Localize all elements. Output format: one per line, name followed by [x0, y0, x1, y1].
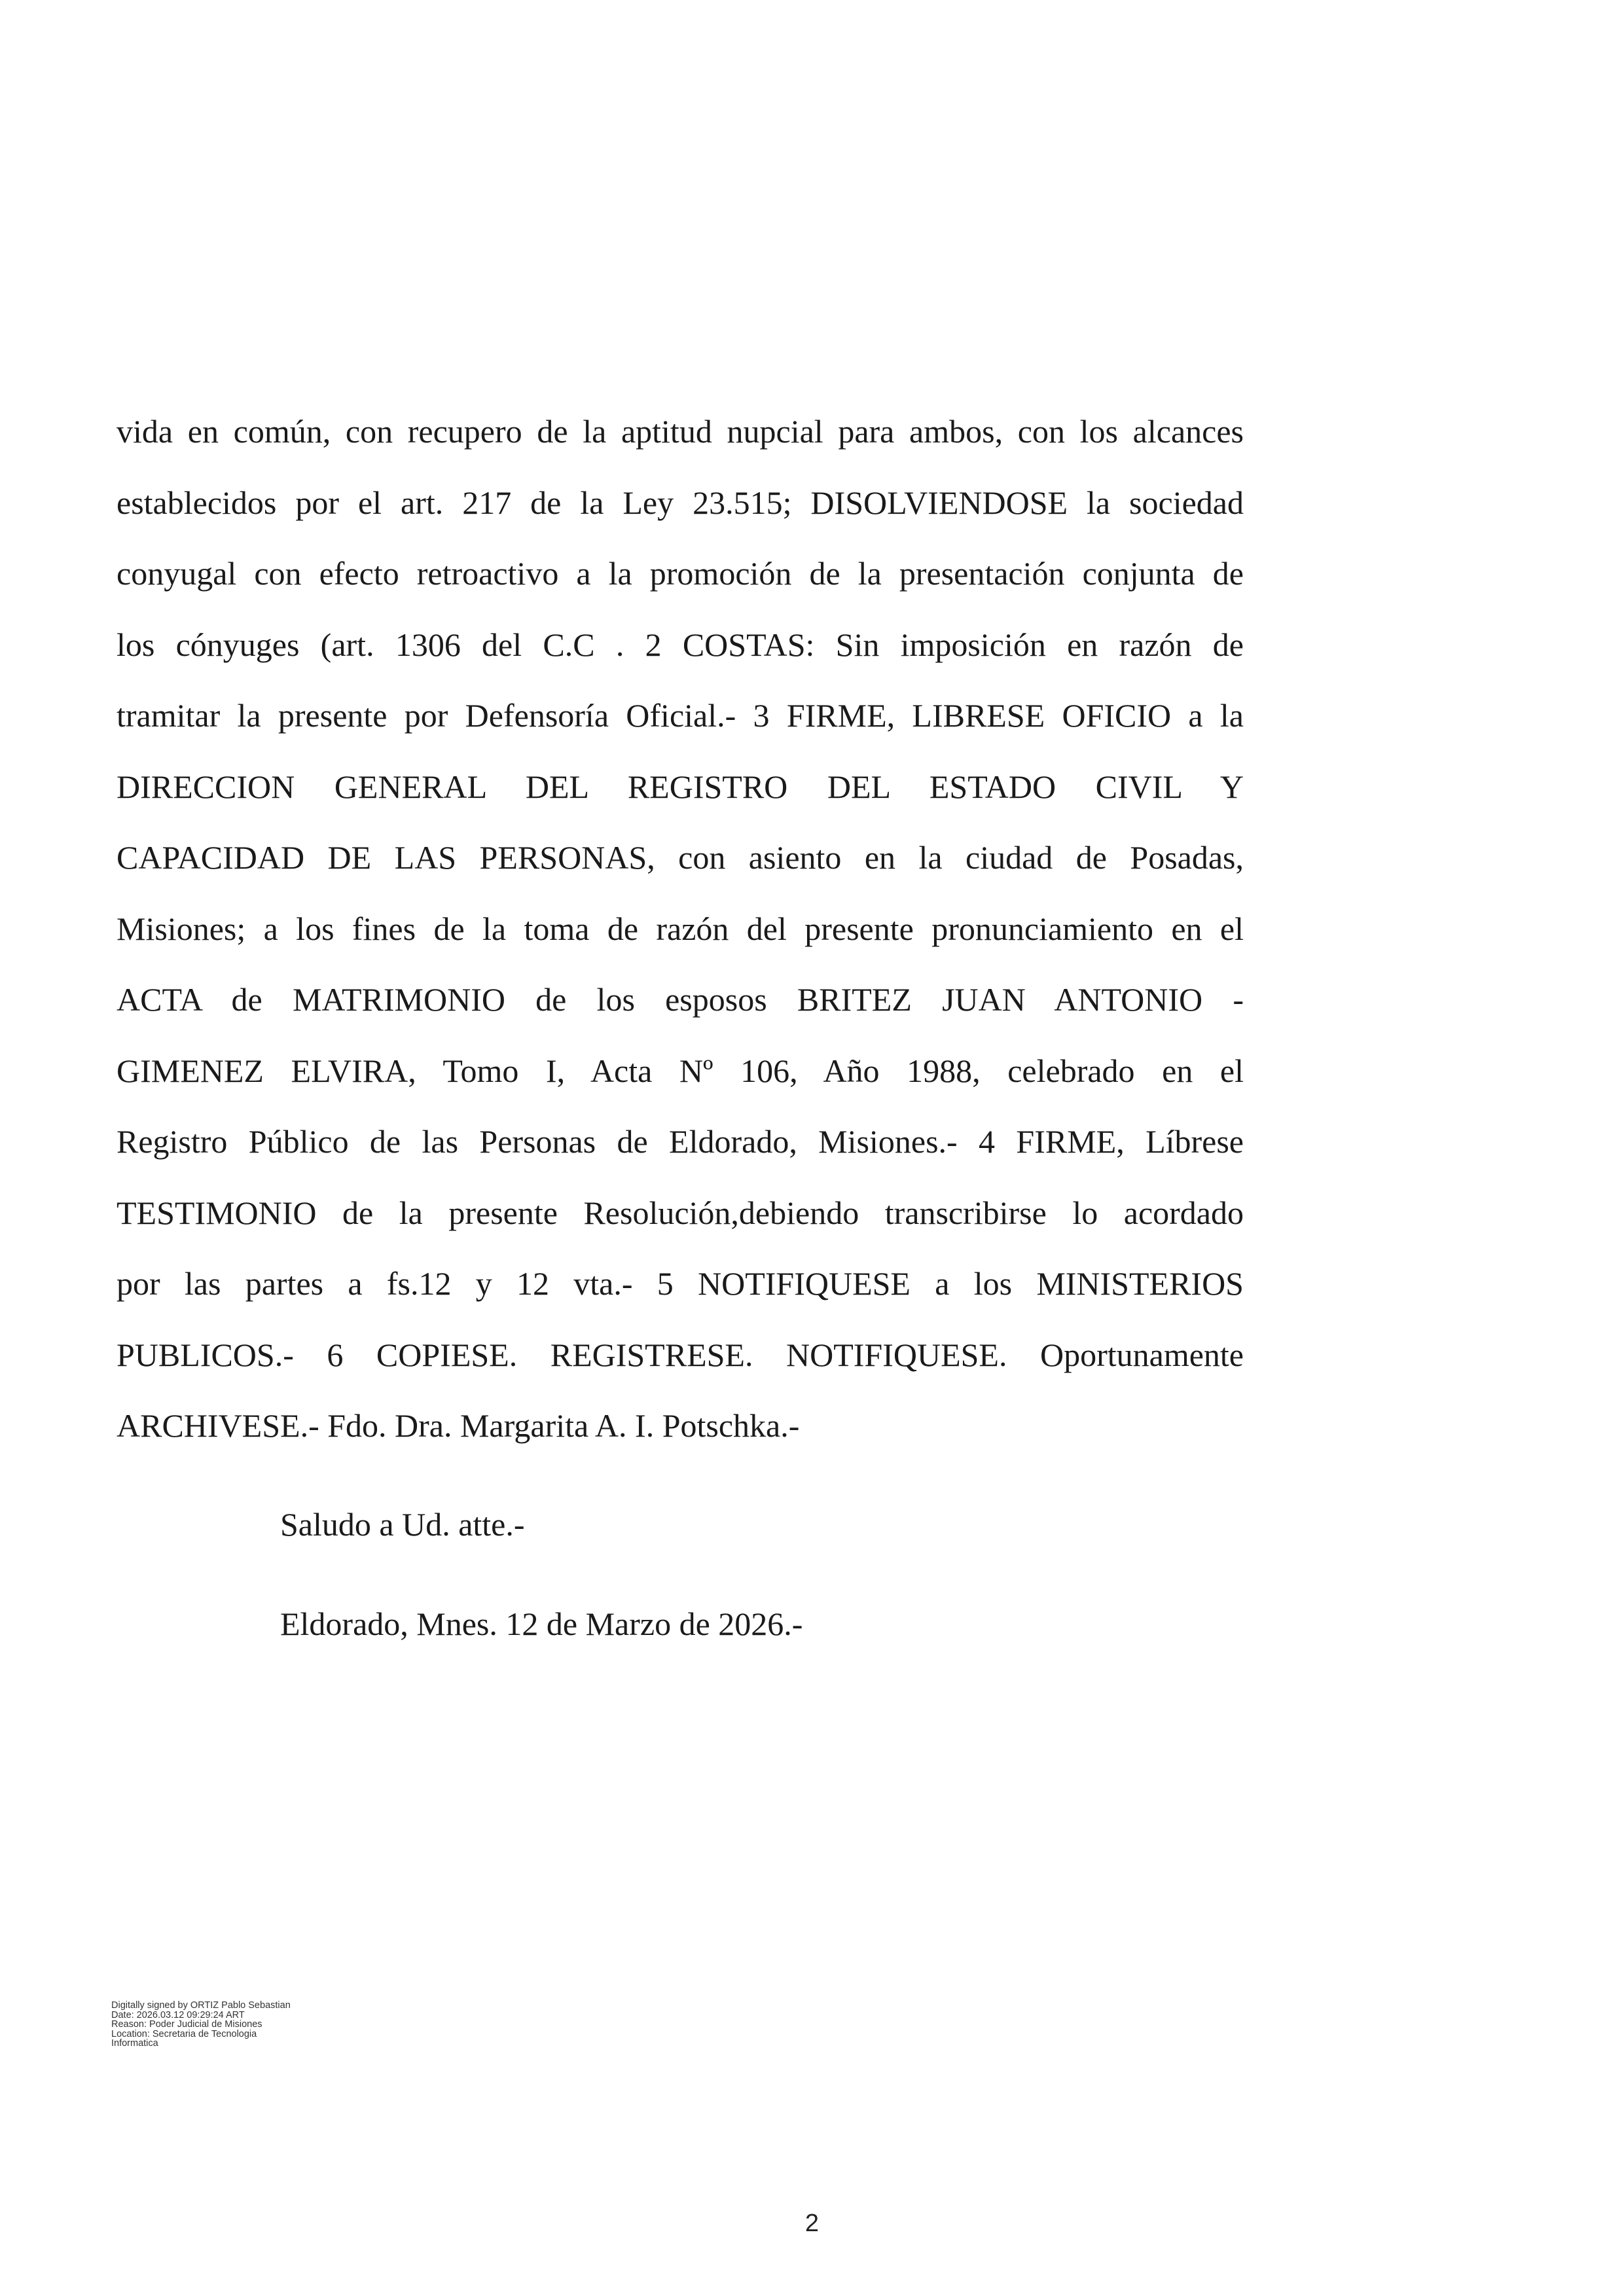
- resolution-body: [117, 396, 1244, 1462]
- body-line: DIRECCION GENERAL DEL REGISTRO DEL ESTADO CIVIL Y: [117, 768, 1244, 805]
- body-line: TESTIMONIO de la presente Resolución,debiendo transcribirse lo acordado: [117, 1194, 1244, 1231]
- body-line: conyugal con efecto retroactivo a la promoción de la presentación conjunta de: [117, 555, 1244, 592]
- salutation: Saludo a Ud. atte.-: [280, 1506, 525, 1543]
- body-line: Registro Público de las Personas de Eldorado, Misiones.- 4 FIRME, Líbrese: [117, 1123, 1244, 1160]
- body-line: PUBLICOS.- 6 COPIESE. REGISTRESE. NOTIFIQUESE. Oportunamente: [117, 1336, 1244, 1373]
- signature-signer: Digitally signed by ORTIZ Pablo Sebastian: [111, 2000, 291, 2011]
- signature-reason: Reason: Poder Judicial de Misiones: [111, 2019, 262, 2030]
- page-number: 2: [804, 2210, 820, 2237]
- body-line: por las partes a fs.12 y 12 vta.- 5 NOTIFIQUESE a los MINISTERIOS: [117, 1265, 1244, 1302]
- place-date: Eldorado, Mnes. 12 de Marzo de 2026.-: [280, 1605, 803, 1642]
- signature-location: Location: Secretaria de Tecnologia: [111, 2028, 257, 2039]
- body-line: ARCHIVESE.- Fdo. Dra. Margarita A. I. Potschka.-: [117, 1407, 800, 1444]
- body-line: tramitar la presente por Defensoría Oficial.- 3 FIRME, LIBRESE OFICIO a la: [117, 697, 1244, 734]
- body-line: GIMENEZ ELVIRA, Tomo I, Acta Nº 106, Año 1988, celebrado en el: [117, 1052, 1244, 1089]
- body-line: Misiones; a los fines de la toma de razón del presente pronunciamiento en el: [117, 910, 1244, 947]
- body-line: ACTA de MATRIMONIO de los esposos BRITEZ JUAN ANTONIO -: [117, 981, 1244, 1018]
- signature-location-cont: Informatica: [111, 2038, 158, 2049]
- body-line: vida en común, con recupero de la aptitud nupcial para ambos, con los alcances: [117, 413, 1244, 450]
- body-line: CAPACIDAD DE LAS PERSONAS, con asiento en la ciudad de Posadas,: [117, 839, 1244, 876]
- digital-signature-stamp: [111, 2001, 291, 2049]
- signature-date: Date: 2026.03.12 09:29:24 ART: [111, 2009, 245, 2020]
- body-line: establecidos por el art. 217 de la Ley 23.515; DISOLVIENDOSE la sociedad: [117, 484, 1244, 521]
- body-line: los cónyuges (art. 1306 del C.C . 2 COSTAS: Sin imposición en razón de: [117, 626, 1244, 663]
